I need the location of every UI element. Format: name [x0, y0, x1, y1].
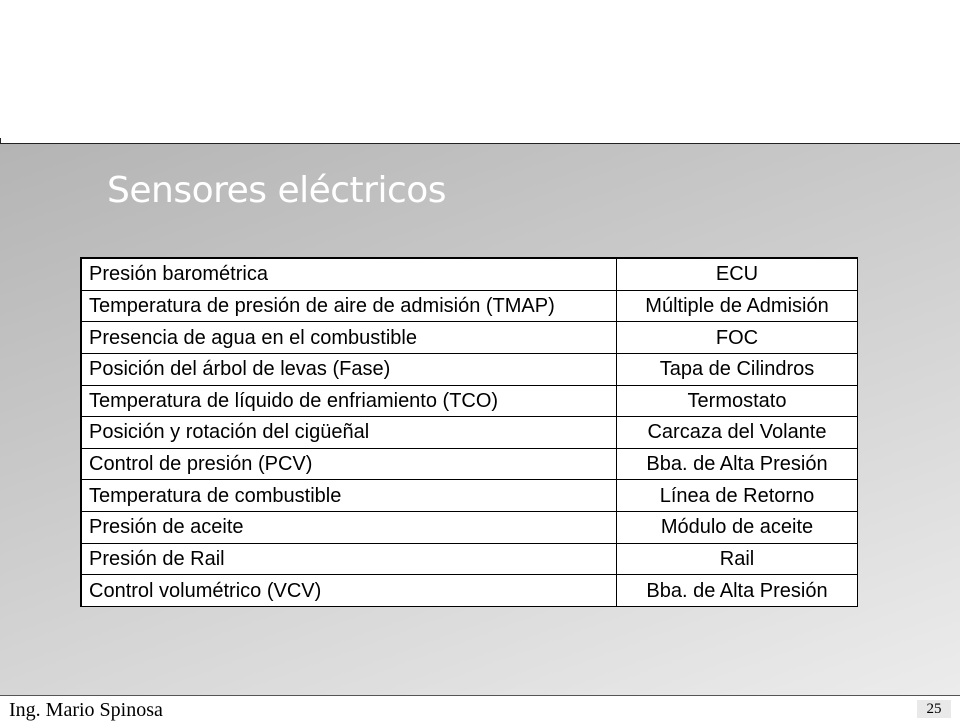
- table-row: [81, 480, 858, 512]
- sensor-name-cell: Temperatura de presión de aire de admisión (TMAP): [81, 290, 617, 322]
- sensor-name-cell: Temperatura de líquido de enfriamiento (TCO): [81, 385, 617, 417]
- sensor-name-cell: Control volumétrico (VCV): [81, 575, 617, 607]
- table-row: [81, 448, 858, 480]
- page-number: 25: [917, 700, 951, 718]
- sensor-table: [80, 257, 858, 607]
- sensor-name-cell: Posición y rotación del cigüeñal: [81, 417, 617, 449]
- table-row: [81, 417, 858, 449]
- sensor-location-cell: Rail: [617, 543, 858, 575]
- table-row: [81, 385, 858, 417]
- header-band: [0, 0, 960, 143]
- sensor-table-body: [81, 258, 858, 607]
- table-row: [81, 290, 858, 322]
- footer-author: Ing. Mario Spinosa: [9, 699, 163, 721]
- table-row: [81, 575, 858, 607]
- table-row: [81, 353, 858, 385]
- sensor-location-cell: Termostato: [617, 385, 858, 417]
- sensor-location-cell: Bba. de Alta Presión: [617, 448, 858, 480]
- sensor-location-cell: Línea de Retorno: [617, 480, 858, 512]
- sensor-location-cell: Bba. de Alta Presión: [617, 575, 858, 607]
- sensor-location-cell: FOC: [617, 322, 858, 354]
- sensor-name-cell: Temperatura de combustible: [81, 480, 617, 512]
- sensor-name-cell: Presencia de agua en el combustible: [81, 322, 617, 354]
- sensor-name-cell: Presión de aceite: [81, 512, 617, 544]
- table-row: [81, 543, 858, 575]
- sensor-name-cell: Presión barométrica: [81, 258, 617, 290]
- sensor-location-cell: ECU: [617, 258, 858, 290]
- table-row: [81, 322, 858, 354]
- sensor-location-cell: Múltiple de Admisión: [617, 290, 858, 322]
- sensor-location-cell: Módulo de aceite: [617, 512, 858, 544]
- table-row: [81, 512, 858, 544]
- table-row: [81, 258, 858, 290]
- sensor-name-cell: Presión de Rail: [81, 543, 617, 575]
- slide-title: Sensores eléctricos: [107, 170, 447, 211]
- sensor-name-cell: Control de presión (PCV): [81, 448, 617, 480]
- sensor-location-cell: Carcaza del Volante: [617, 417, 858, 449]
- sensor-name-cell: Posición del árbol de levas (Fase): [81, 353, 617, 385]
- sensor-location-cell: Tapa de Cilindros: [617, 353, 858, 385]
